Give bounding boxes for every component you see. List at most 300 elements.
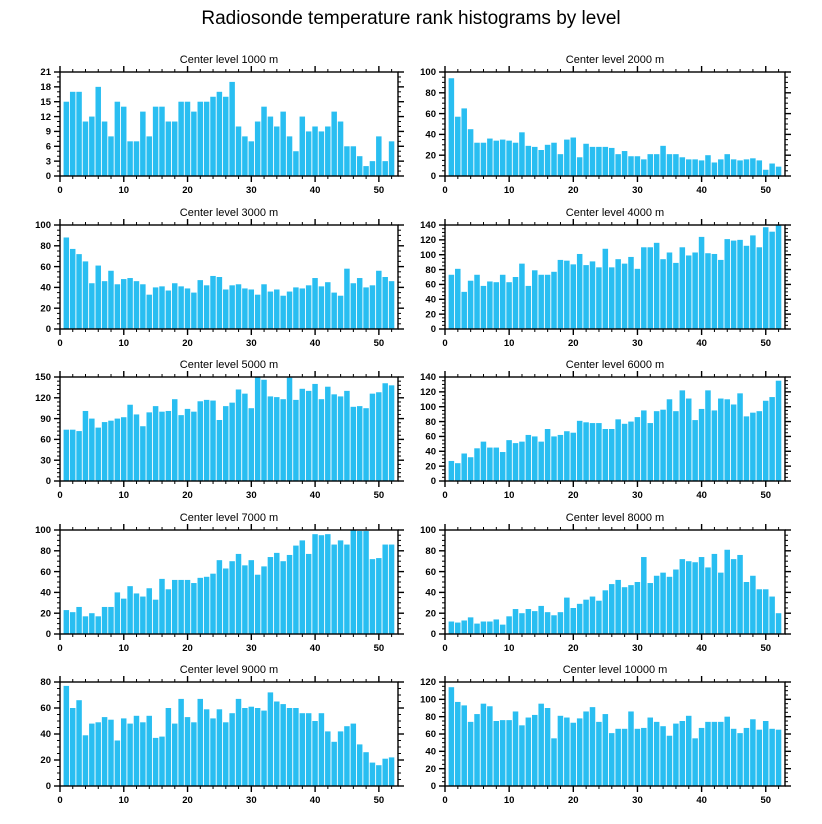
bar bbox=[255, 575, 260, 634]
bar bbox=[236, 126, 241, 176]
bar bbox=[210, 276, 215, 329]
bar bbox=[108, 421, 113, 481]
bar bbox=[370, 394, 375, 481]
bar bbox=[344, 726, 349, 786]
bar bbox=[654, 576, 660, 634]
bar bbox=[609, 429, 615, 481]
bar bbox=[635, 269, 641, 329]
bar bbox=[338, 122, 343, 176]
bar bbox=[102, 422, 107, 481]
bar bbox=[545, 275, 551, 329]
bar bbox=[331, 545, 336, 634]
bar bbox=[641, 247, 647, 329]
bar bbox=[481, 143, 487, 176]
x-tick-label: 30 bbox=[246, 795, 257, 806]
bar bbox=[146, 136, 151, 176]
bar bbox=[178, 699, 183, 786]
bar bbox=[461, 620, 467, 634]
subplot-title: Center level 8000 m bbox=[565, 512, 665, 524]
bar bbox=[712, 162, 718, 176]
bar bbox=[293, 151, 298, 176]
bar bbox=[376, 765, 381, 786]
bar bbox=[513, 609, 519, 634]
x-tick-label: 40 bbox=[696, 338, 707, 349]
bar bbox=[481, 704, 487, 786]
bar bbox=[217, 277, 222, 329]
bar bbox=[718, 399, 724, 481]
bar bbox=[64, 102, 69, 176]
bar bbox=[776, 381, 782, 481]
bar bbox=[519, 264, 525, 329]
bar bbox=[115, 741, 120, 787]
x-tick-label: 0 bbox=[442, 795, 448, 806]
bar bbox=[191, 583, 196, 634]
bar bbox=[102, 122, 107, 176]
x-tick-label: 10 bbox=[503, 185, 515, 196]
x-tick-label: 20 bbox=[568, 338, 579, 349]
bar bbox=[500, 275, 506, 329]
bar bbox=[115, 592, 120, 634]
y-tick-label: 80 bbox=[425, 546, 436, 557]
bar bbox=[255, 122, 260, 176]
x-tick-label: 30 bbox=[246, 490, 257, 501]
bar bbox=[166, 708, 171, 786]
bar bbox=[127, 278, 132, 329]
bar bbox=[494, 282, 500, 329]
bar bbox=[763, 721, 769, 786]
x-tick-label: 50 bbox=[373, 490, 385, 501]
bar bbox=[455, 269, 461, 329]
bar bbox=[468, 281, 474, 329]
y-tick-label: 120 bbox=[420, 387, 436, 399]
bar bbox=[641, 728, 647, 786]
bar bbox=[89, 613, 94, 634]
bar bbox=[134, 141, 139, 176]
bar bbox=[121, 279, 126, 329]
bar bbox=[357, 531, 362, 634]
y-tick-label: 140 bbox=[420, 372, 436, 384]
y-tick-label: 9 bbox=[45, 126, 51, 138]
bar bbox=[108, 271, 113, 329]
bar bbox=[223, 722, 228, 786]
bar bbox=[705, 390, 711, 481]
bar bbox=[95, 616, 100, 634]
y-tick-label: 0 bbox=[45, 629, 51, 641]
bar bbox=[776, 613, 782, 634]
bar bbox=[692, 252, 698, 329]
bar bbox=[654, 722, 660, 786]
bar bbox=[494, 619, 500, 634]
bar bbox=[382, 383, 387, 481]
bar bbox=[70, 92, 75, 176]
bar bbox=[564, 598, 570, 634]
bar bbox=[331, 394, 336, 481]
y-tick-label: 0 bbox=[45, 476, 51, 488]
bar bbox=[134, 593, 139, 634]
bar bbox=[153, 738, 158, 786]
bar bbox=[596, 722, 602, 786]
subplot-center-level-8000-m bbox=[413, 498, 822, 660]
bar bbox=[198, 280, 203, 329]
bar bbox=[140, 284, 145, 329]
bar bbox=[769, 232, 775, 329]
bar bbox=[89, 724, 94, 786]
bar bbox=[615, 580, 621, 634]
bar bbox=[577, 718, 583, 786]
y-tick-label: 40 bbox=[425, 587, 436, 599]
bar bbox=[468, 129, 474, 176]
bar bbox=[603, 590, 609, 634]
bar bbox=[242, 708, 247, 786]
bar bbox=[570, 608, 576, 634]
bar bbox=[532, 270, 538, 329]
x-tick-label: 50 bbox=[373, 338, 385, 349]
bar bbox=[76, 607, 81, 634]
bar bbox=[635, 729, 641, 786]
y-tick-label: 0 bbox=[430, 781, 436, 793]
bar bbox=[172, 580, 177, 634]
bar bbox=[293, 708, 298, 786]
bar bbox=[757, 247, 763, 329]
bar bbox=[210, 718, 215, 786]
bar bbox=[737, 160, 743, 176]
bar bbox=[242, 288, 247, 329]
bar bbox=[312, 384, 317, 481]
bar bbox=[705, 722, 711, 786]
subplot-center-level-5000-m bbox=[0, 345, 412, 507]
bar bbox=[570, 433, 576, 481]
bar bbox=[545, 612, 551, 634]
subplot-title: Center level 1000 m bbox=[179, 54, 279, 66]
bar bbox=[108, 607, 113, 634]
bar bbox=[468, 617, 474, 634]
bar bbox=[140, 112, 145, 176]
y-tick-label: 60 bbox=[425, 279, 436, 291]
y-tick-label: 0 bbox=[430, 629, 436, 641]
bar bbox=[609, 733, 615, 786]
subplot-center-level-4000-m bbox=[413, 193, 822, 355]
bar bbox=[280, 704, 285, 786]
x-tick-label: 0 bbox=[442, 643, 448, 654]
bar bbox=[268, 692, 273, 786]
bar bbox=[583, 711, 589, 786]
y-tick-label: 80 bbox=[425, 88, 436, 99]
bar bbox=[603, 147, 609, 176]
bar bbox=[750, 719, 756, 786]
bar bbox=[223, 289, 228, 329]
bar bbox=[622, 264, 628, 329]
bar bbox=[564, 718, 570, 786]
bar bbox=[532, 715, 538, 786]
bar bbox=[455, 702, 461, 786]
bar bbox=[204, 400, 209, 481]
bar bbox=[570, 723, 576, 786]
bar bbox=[737, 555, 743, 634]
bar bbox=[300, 288, 305, 329]
bar bbox=[236, 554, 241, 634]
bar bbox=[583, 144, 589, 176]
bar bbox=[127, 724, 132, 786]
bar bbox=[500, 452, 506, 481]
x-tick-label: 20 bbox=[182, 490, 193, 501]
bar bbox=[628, 585, 634, 634]
y-tick-label: 40 bbox=[40, 729, 51, 741]
bar bbox=[64, 237, 69, 329]
bar bbox=[667, 154, 673, 176]
bar bbox=[274, 126, 279, 176]
bar bbox=[319, 713, 324, 786]
bar bbox=[647, 583, 653, 634]
x-tick-label: 20 bbox=[182, 795, 193, 806]
bar bbox=[628, 156, 634, 176]
bar bbox=[744, 159, 750, 176]
y-tick-label: 90 bbox=[40, 413, 51, 425]
bar bbox=[140, 597, 145, 634]
x-tick-label: 0 bbox=[442, 185, 448, 196]
bar bbox=[338, 540, 343, 634]
bar bbox=[449, 622, 455, 634]
bar bbox=[744, 582, 750, 634]
y-tick-label: 30 bbox=[40, 455, 51, 467]
bar bbox=[538, 442, 544, 481]
bar bbox=[526, 609, 532, 634]
bar bbox=[229, 82, 234, 176]
y-tick-label: 21 bbox=[40, 67, 51, 79]
bar bbox=[70, 612, 75, 634]
y-tick-label: 20 bbox=[425, 150, 436, 162]
bar bbox=[370, 161, 375, 176]
bar bbox=[293, 287, 298, 329]
bar bbox=[699, 160, 705, 176]
bar bbox=[763, 589, 769, 634]
bar bbox=[667, 252, 673, 329]
bar bbox=[115, 102, 120, 176]
bar bbox=[293, 546, 298, 634]
bar bbox=[70, 249, 75, 329]
bar bbox=[351, 283, 356, 329]
bar bbox=[280, 399, 285, 481]
bar bbox=[268, 292, 273, 329]
bar bbox=[198, 102, 203, 176]
bar bbox=[455, 463, 461, 481]
bar bbox=[596, 601, 602, 634]
bar bbox=[178, 286, 183, 329]
bar bbox=[300, 389, 305, 481]
bar bbox=[236, 389, 241, 481]
y-tick-label: 0 bbox=[430, 171, 436, 183]
bar bbox=[468, 457, 474, 481]
x-tick-label: 0 bbox=[442, 490, 448, 501]
y-tick-label: 60 bbox=[425, 566, 436, 578]
x-tick-label: 10 bbox=[503, 643, 515, 654]
y-tick-label: 3 bbox=[45, 156, 51, 168]
bar bbox=[172, 122, 177, 176]
bar bbox=[223, 568, 228, 634]
bar bbox=[686, 716, 692, 786]
bar bbox=[370, 559, 375, 634]
x-tick-label: 30 bbox=[246, 185, 257, 196]
bar bbox=[223, 406, 228, 481]
bar bbox=[357, 406, 362, 481]
bar bbox=[744, 246, 750, 329]
bar bbox=[647, 247, 653, 329]
x-tick-label: 10 bbox=[118, 490, 130, 501]
bar bbox=[615, 419, 621, 481]
bar bbox=[242, 565, 247, 634]
y-tick-label: 20 bbox=[425, 461, 436, 473]
bar bbox=[338, 296, 343, 329]
bar bbox=[724, 399, 730, 481]
bar bbox=[376, 558, 381, 634]
bar bbox=[667, 399, 673, 481]
bar bbox=[76, 92, 81, 176]
bar bbox=[95, 266, 100, 329]
x-tick-label: 40 bbox=[309, 490, 321, 501]
x-tick-label: 30 bbox=[632, 490, 643, 501]
x-tick-label: 20 bbox=[568, 490, 579, 501]
y-tick-label: 20 bbox=[40, 303, 51, 315]
bar bbox=[769, 164, 775, 176]
x-tick-label: 0 bbox=[442, 338, 448, 349]
bar bbox=[718, 159, 724, 176]
x-tick-label: 40 bbox=[309, 185, 321, 196]
bar bbox=[718, 260, 724, 329]
subplot-title: Center level 6000 m bbox=[565, 359, 665, 371]
bar bbox=[583, 265, 589, 329]
bar bbox=[382, 161, 387, 176]
bar bbox=[121, 417, 126, 481]
y-tick-label: 100 bbox=[35, 525, 51, 537]
bar bbox=[261, 284, 266, 329]
x-tick-label: 30 bbox=[632, 795, 643, 806]
bar bbox=[769, 397, 775, 481]
bar bbox=[712, 554, 718, 634]
bar bbox=[724, 154, 730, 176]
x-tick-label: 10 bbox=[118, 338, 130, 349]
y-tick-label: 80 bbox=[40, 677, 51, 689]
bar bbox=[255, 708, 260, 786]
bar bbox=[389, 141, 394, 176]
bar bbox=[268, 396, 273, 481]
bar bbox=[140, 426, 145, 481]
bar bbox=[198, 699, 203, 786]
bar bbox=[731, 729, 737, 786]
bar bbox=[178, 102, 183, 176]
bar bbox=[506, 440, 512, 481]
y-tick-label: 100 bbox=[420, 694, 436, 706]
x-tick-label: 10 bbox=[503, 795, 515, 806]
bar bbox=[108, 720, 113, 786]
bar bbox=[718, 722, 724, 786]
bar bbox=[217, 92, 222, 176]
bar bbox=[609, 148, 615, 176]
bar bbox=[121, 718, 126, 786]
bar bbox=[95, 722, 100, 786]
bar bbox=[699, 409, 705, 481]
x-tick-label: 30 bbox=[632, 338, 643, 349]
bar bbox=[570, 138, 576, 176]
bar bbox=[331, 293, 336, 329]
bar bbox=[127, 405, 132, 481]
y-tick-label: 60 bbox=[425, 729, 436, 741]
x-tick-label: 40 bbox=[696, 643, 707, 654]
bar bbox=[737, 733, 743, 786]
bar bbox=[538, 150, 544, 176]
subplot-title: Center level 7000 m bbox=[179, 512, 279, 524]
bar bbox=[558, 612, 564, 634]
bar bbox=[635, 156, 641, 176]
bar bbox=[223, 97, 228, 176]
bar bbox=[519, 442, 525, 481]
bar bbox=[134, 414, 139, 481]
bar bbox=[159, 412, 164, 481]
bar bbox=[204, 102, 209, 176]
bar bbox=[487, 281, 493, 329]
bar bbox=[609, 267, 615, 329]
bar bbox=[680, 721, 686, 786]
bar bbox=[712, 254, 718, 329]
bar bbox=[376, 392, 381, 481]
bar bbox=[680, 390, 686, 481]
subplot-title: Center level 10000 m bbox=[562, 664, 668, 676]
bar bbox=[287, 292, 292, 329]
bar bbox=[376, 271, 381, 329]
y-tick-label: 20 bbox=[425, 608, 436, 620]
bar bbox=[564, 431, 570, 481]
bar bbox=[83, 735, 88, 786]
bar bbox=[673, 570, 679, 634]
bar bbox=[731, 241, 737, 329]
bar bbox=[628, 422, 634, 481]
bar bbox=[370, 285, 375, 329]
bar bbox=[274, 289, 279, 329]
bar bbox=[667, 736, 673, 786]
bar bbox=[461, 454, 467, 481]
bar bbox=[590, 261, 596, 329]
bar bbox=[449, 461, 455, 481]
bar bbox=[83, 261, 88, 329]
bar bbox=[134, 716, 139, 786]
bar bbox=[319, 535, 324, 634]
bar bbox=[519, 132, 525, 176]
bar bbox=[750, 235, 756, 329]
bar bbox=[166, 122, 171, 176]
y-tick-label: 20 bbox=[40, 755, 51, 767]
y-tick-label: 60 bbox=[40, 434, 51, 446]
bar bbox=[191, 722, 196, 786]
x-tick-label: 40 bbox=[309, 795, 321, 806]
bar bbox=[519, 725, 525, 786]
bar bbox=[280, 296, 285, 329]
bar bbox=[389, 545, 394, 634]
bar bbox=[268, 557, 273, 634]
bar bbox=[287, 378, 292, 481]
bar bbox=[191, 412, 196, 481]
x-tick-label: 50 bbox=[760, 490, 772, 501]
bar bbox=[146, 588, 151, 634]
bar bbox=[474, 624, 480, 634]
bar bbox=[558, 260, 564, 329]
bar bbox=[64, 686, 69, 786]
bar bbox=[127, 141, 132, 176]
y-tick-label: 120 bbox=[420, 677, 436, 689]
bar bbox=[351, 407, 356, 481]
x-tick-label: 40 bbox=[696, 185, 707, 196]
bar bbox=[468, 722, 474, 786]
bar bbox=[102, 607, 107, 634]
bar bbox=[763, 170, 769, 176]
subplot-title: Center level 2000 m bbox=[565, 54, 665, 66]
